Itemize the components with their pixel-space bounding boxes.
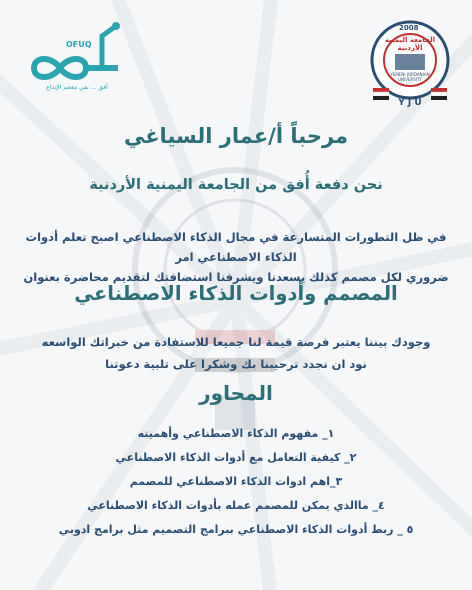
ofuq-logo-name: OFUQ [66, 40, 92, 49]
university-logo [365, 18, 455, 108]
axis-item: ٥ _ ربط أدوات الذكاء الاصطناعي ببرامج التصميم مثل برامج ادوبي [58, 523, 414, 536]
lecture-title: المصمم وأدوات الذكاء الاصطناعي [74, 282, 398, 305]
axes-heading: المحاور [199, 381, 273, 405]
university-logo-name-en: YEMENI JORDANIAN UNIVERSITY [390, 72, 430, 82]
university-logo-name-ar: الجامعة اليمنية الأردنية [384, 36, 436, 52]
intro-paragraph [0, 227, 472, 287]
welcome-title: مرحباً أ/عمار السياغي [123, 124, 349, 148]
ofuq-logo [22, 16, 132, 96]
axis-item: ٢_ كيفية التعامل مع أدوات الذكاء الاصطناعي [115, 451, 357, 464]
batch-subtitle: نحن دفعة أُفق من الجامعة اليمنية الأردنية [89, 177, 383, 193]
intro-line-2: ضروري لكل مصمم كذلك يسعدنا ويشرفنا استضافتك لتقديم محاضرة بعنوان [23, 270, 449, 284]
axis-item: ٣_اهم ادوات الذكاء الاصطناعي للمصمم [129, 475, 343, 488]
university-logo-year: 2008 [399, 24, 419, 32]
invite-line-1: وجودك بيننا يعتبر فرصة قيمة لنا جميعا للاستفادة من خبراتك الواسعه [41, 335, 431, 349]
axes-list [0, 424, 472, 544]
axis-item: ٤_ ماالذي يمكن للمصمم عمله بأدوات الذكاء الاصطناعي [87, 499, 385, 512]
invitation-paragraph [0, 331, 472, 375]
intro-line-1: في ظل التطورات المتسارعة في مجال الذكاء الاصطناعي اصبح تعلم أدوات الذكاء الاصطناعي امر [25, 230, 447, 264]
ofuq-logo-tagline: أفق ... نفي معجم الإبداع [46, 84, 108, 91]
axis-item: ١_ مفهوم الذكاء الاصطناعي وأهميته [137, 427, 335, 440]
university-logo-initials: Y J U [398, 98, 422, 108]
invite-line-2: نود ان نجدد ترحيبنا بك وشكرا على تلبية دعوتنا [105, 357, 367, 371]
